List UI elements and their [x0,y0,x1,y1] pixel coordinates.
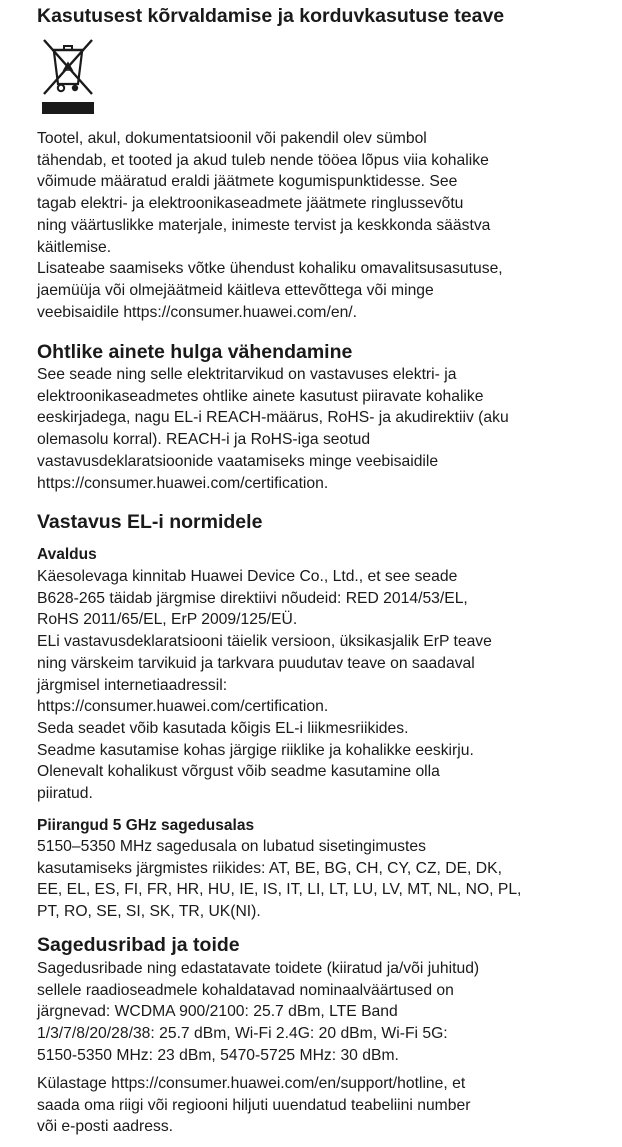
statement-heading: Avaldus [37,546,97,563]
hazardous-title: Ohtlike ainete hulga vähendamine [37,341,353,363]
disposal-body: Tootel, akul, dokumentatsioonil või pakendil olev sümbol tähendab, et tooted ja akud tuleb nende tööea lõpus viia kohalike võimude määratud eraldi jäätmete kogumispunktidesse. See tagab elektri- ja elektroonikaseadmete jäätmete ringlussevõtu ning väärtuslikke materjale, inimeste tervist ja keskkonda säästva käitlemise. Lisateabe saamiseks võtke ühendust kohaliku omavalitsusasutuse, jaemüüja või olmejäätmeid käitleva ettevõttega või minge veebisaidile https://consumer.huawei.com/en/. [37,130,503,321]
eu-title: Vastavus EL-i normidele [37,511,263,533]
statement-body: Käesolevaga kinnitab Huawei Device Co., Ltd., et see seade B628-265 täidab järgmise direktiivi nõudeid: RED 2014/53/EL, RoHS 2011/65/EL, ErP 2009/125/EÜ. ELi vastavusdeklaratsiooni täielik versioon, üksikasjalik ErP teave ning värskeim tarvikuid ja tarkvara puudutav teave on saadaval järgmisel internetiaadressil: https://consumer.huawei.com/certification. Seda seadet võib kasutada kõigis EL-i liikmesriikides. Seadme kasutamise kohas järgige riiklike ja kohalikke eeskirju. Olenevalt kohalikust võrgust võib seadme kasutamine olla piiratud. [37,568,492,803]
hazardous-body: See seade ning selle elektritarvikud on vastavuses elektri- ja elektroonikaseadmetes ohtlike ainete kasutust piiravate kohalike eeskirjadega, nagu EL-i REACH-määrus, RoHS- ja akudirektiiv (aku olemasolu korral). REACH-i ja RoHS-iga seotud vastavusdeklaratsioonide vaatamiseks minge veebisaidile https://consumer.huawei.com/certification. [37,366,509,492]
crossed-out-wheelie-bin-icon [40,36,96,116]
frequency-body: Sagedusribade ning edastatavate toidete (kiiratud ja/või juhitud) sellele raadioseadmele kohaldatavad nominaalväärtused on järgnevad: WCDMA 900/2100: 25.7 dBm, LTE Band 1/3/7/8/20/28/38: 25.7 dBm, Wi-Fi 2.4G: 20 dBm, Wi-Fi 5G: 5150-5350 MHz: 23 dBm, 5470-5725 MHz: 30 dBm. [37,960,480,1064]
disposal-title: Kasutusest kõrvaldamise ja korduvkasutuse teave [37,5,505,27]
hotline-text: Külastage https://consumer.huawei.com/en/support/hotline, et saada oma riigi või regiooni hiljuti uuendatud teabeliini number või e-posti aadress. [37,1075,471,1136]
limits-body: 5150–5350 MHz sagedusala on lubatud sisetingimustes kasutamiseks järgmistes riikides: AT, BE, BG, CH, CY, CZ, DE, DK, EE, EL, ES, FI, FR, HR, HU, IE, IS, IT, LI, LT, LU, LV, MT, NL, NO, PL, PT, RO, SE, SI, SK, TR, UK(NI). [37,838,522,921]
frequency-title: Sagedusribad ja toide [37,934,240,956]
limits-heading: Piirangud 5 GHz sagedusalas [37,817,255,834]
